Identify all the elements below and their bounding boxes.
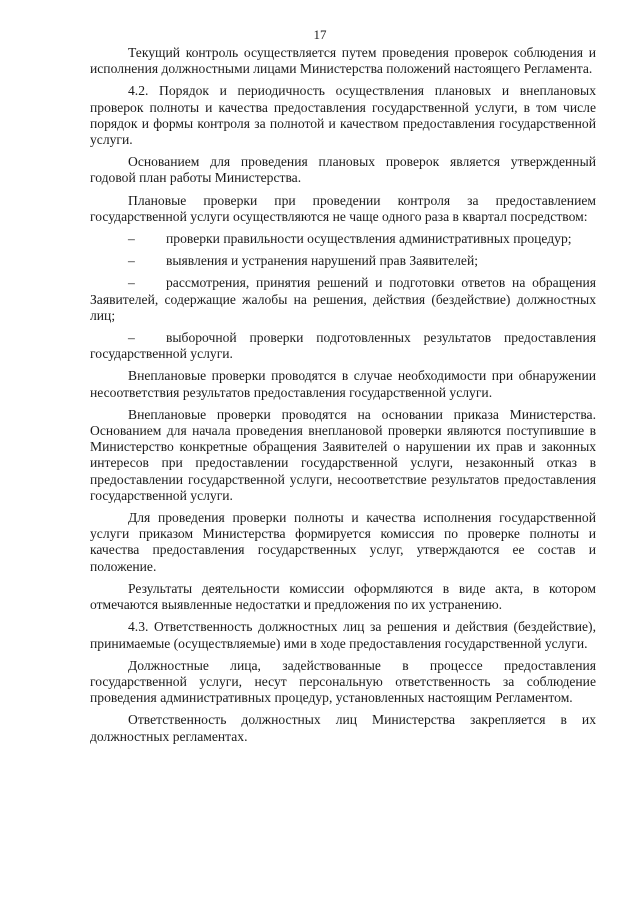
paragraph-planned-checks: Плановые проверки при проведении контроля за предоставлением государственной услуги осуществляются не чаще одного раза в квартал посредством: (90, 192, 596, 224)
list-dash: – (128, 231, 135, 247)
paragraph-planned-basis: Основанием для проведения плановых проверок является утвержденный годовой план работы Министерства. (90, 154, 596, 186)
section-4-3-heading: 4.3. Ответственность должностных лиц за решения и действия (бездействие), принимаемые (осуществляемые) ими в ходе предоставления государственной услуги. (90, 619, 596, 651)
list-item-text: выборочной проверки подготовленных результатов предоставления государственной услуги. (90, 330, 596, 362)
paragraph-unplanned-basis: Внеплановые проверки проводятся на основании приказа Министерства. Основанием для начала проведения внеплановой проверки являются поступившие в Министерство конкретные обращения Заявителей о нарушении их прав и законных интересов при предоставлении государственной услуги, незаконный отказ в предоставлении государственной услуги, несоответствие результатов предоставления государственной услуги. (90, 406, 596, 503)
page-number: 17 (313, 27, 327, 42)
paragraph-unplanned-checks: Внеплановые проверки проводятся в случае необходимости при обнаружении несоответствия результатов предоставления государственной услуги. (90, 368, 596, 400)
section-4-2-heading: 4.2. Порядок и периодичность осуществления плановых и внеплановых проверок полноты и качества предоставления государственной услуги, в том числе порядок и формы контроля за полнотой и качеством предоставления государственной услуги. (90, 83, 596, 148)
list-item (90, 231, 596, 247)
list-item (90, 330, 596, 362)
list-item-text: проверки правильности осуществления административных процедур; (166, 231, 572, 247)
list-item-text: выявления и устранения нарушений прав Заявителей; (166, 253, 479, 269)
list-dash: – (128, 330, 135, 346)
document-body (90, 45, 596, 751)
paragraph-personal-responsibility: Должностные лица, задействованные в процессе предоставления государственной услуги, несут персональную ответственность за соблюдение проведения административных процедур, установленных настоящим Регламентом. (90, 657, 596, 706)
list-item (90, 275, 596, 324)
paragraph-responsibility-regulations: Ответственность должностных лиц Министерства закрепляется в их должностных регламентах. (90, 712, 596, 744)
list-dash: – (128, 275, 135, 291)
paragraph-commission: Для проведения проверки полноты и качества исполнения государственной услуги приказом Министерства формируется комиссия по проверке полноты и качества предоставления государственных услуг, утверждаются ее состав и положение. (90, 510, 596, 574)
list-item-text: рассмотрения, принятия решений и подготовки ответов на обращения Заявителей, содержащие жалобы на решения, действия (бездействие) должностных лиц; (90, 275, 596, 323)
paragraph-commission-results: Результаты деятельности комиссии оформляются в виде акта, в котором отмечаются выявленные недостатки и предложения по их устранению. (90, 580, 596, 613)
list-item (90, 253, 596, 269)
paragraph-current-control: Текущий контроль осуществляется путем проведения проверок соблюдения и исполнения должностными лицами Министерства положений настоящего Регламента. (90, 45, 596, 77)
list-dash: – (128, 253, 135, 269)
